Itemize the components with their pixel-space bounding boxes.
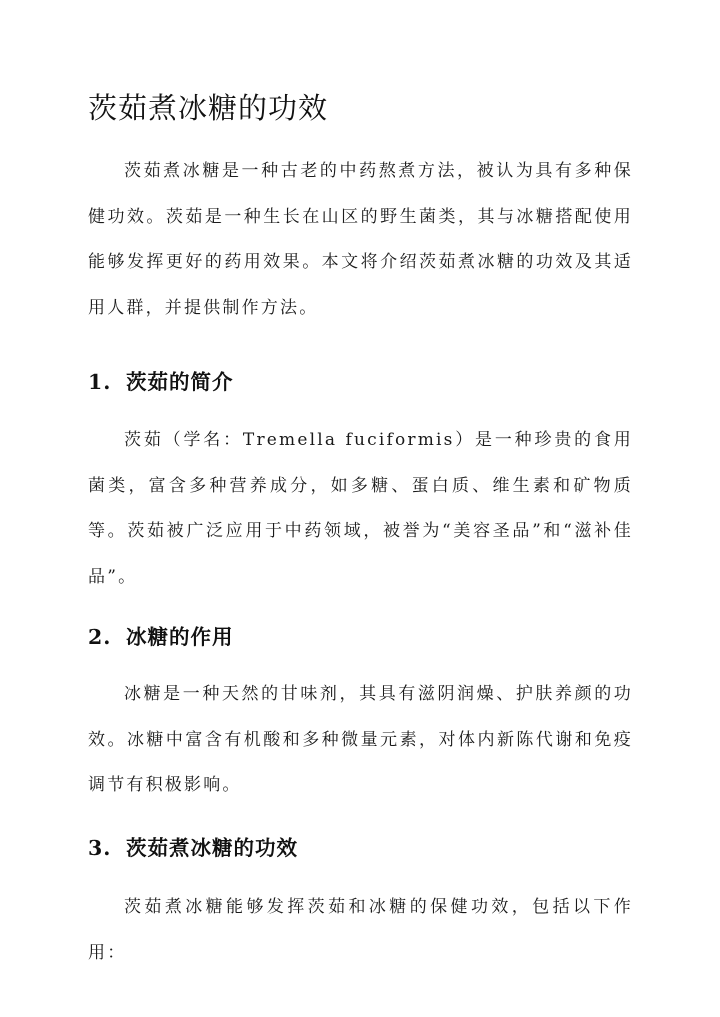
section-body-3: 茨茹煮冰糖能够发挥茨茹和冰糖的保健功效，包括以下作用： bbox=[88, 897, 633, 963]
section-heading-text: 茨茹的简介 bbox=[126, 370, 234, 394]
section-heading-text: 冰糖的作用 bbox=[126, 625, 234, 649]
section-body-2: 冰糖是一种天然的甘味剂，其具有滋阴润燥、护肤养颜的功效。冰糖中富含有机酸和多种微量元素，对体内新陈代谢和免疫调节有积极影响。 bbox=[88, 684, 633, 795]
section-number: 1. bbox=[88, 370, 112, 394]
section-number: 2. bbox=[88, 625, 112, 649]
section-heading-text: 茨茹煮冰糖的功效 bbox=[126, 836, 298, 860]
section-heading-2 bbox=[88, 620, 234, 650]
page-title: 茨茹煮冰糖的功效 bbox=[88, 91, 329, 125]
section-heading-1 bbox=[88, 365, 234, 395]
section-number: 3. bbox=[88, 836, 112, 860]
section-body-1: 茨茹（学名：Tremella fuciformis）是一种珍贵的食用菌类，富含多种营养成分，如多糖、蛋白质、维生素和矿物质等。茨茹被广泛应用于中药领域，被誉为“美容圣品”和“滋补佳品”。 bbox=[88, 430, 633, 587]
intro-paragraph: 茨茹煮冰糖是一种古老的中药熬煮方法，被认为具有多种保健功效。茨茹是一种生长在山区的野生菌类，其与冰糖搭配使用能够发挥更好的药用效果。本文将介绍茨茹煮冰糖的功效及其适用人群，并提供制作方法。 bbox=[88, 161, 633, 318]
section-heading-3 bbox=[88, 831, 298, 861]
